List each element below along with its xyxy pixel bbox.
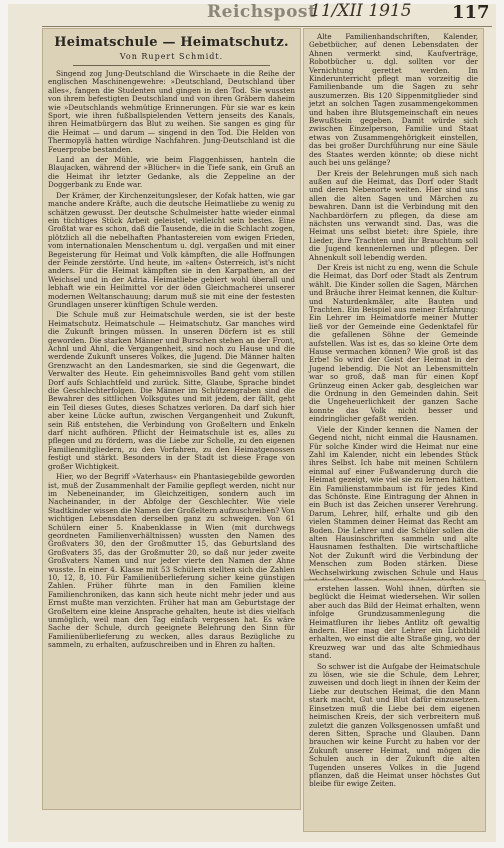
article-clipping-left [42, 28, 301, 810]
paragraph: Der Kreis ist nicht zu eng, wenn die Schule die Heimat, das Dorf oder Stadt als Zentrum wählt. Die Kinder sollen die Sagen, Märchen und Bräuche ihrer Heimat kennen, die Kultur- und Naturdenkmäler, alte Bauten und Trachten. Ein Beispiel aus meiner Erfahrung: Ein Lehrer im Heimatdorfe meiner Mutter ließ vor der Gemeinde eine Gedenktafel für die gefallenen Söhne der Gemeinde aufstellen. Was ist es, das so kleine Orte dem Hause vermachen können? Wie groß ist das Erbe! So wird der Geist der Heimat in der Jugend lebendig. Die Not an Lebensmitteln war so groß, daß man für einen Kopf Grünzeug einen Acker gab, desgleichen war die Ordnung in den Gemeinden dahin. Seit die Ungeheuerlichkeit der ganzen Sache konnte das Volk nicht besser und eindringlicher gefaßt werden. [309, 262, 478, 424]
newspaper-name: Reichspost [207, 2, 317, 22]
article-clipping-right-bottom [303, 580, 486, 832]
paragraph: Der Kreis der Belehrungen muß sich nach außen auf die Heimat, das Dorf oder Stadt und deren Nebenorte weiten. Hier sind uns allen die alten Sagen und Märchen zu bewahren. Dann ist die Verbindung mit den Nachbardörfern zu pflegen, da diese am nächsten uns verwandt sind. Das, was die Heimat uns selbst bietet: ihre Spiele, ihre Lieder, ihre Trachten und ihr Brauchtum soll die Jugend kennenlernen und pflegen. Der Ahnenkult soll lebendig werden. [309, 168, 478, 262]
paragraph: So schwer ist die Aufgabe der Heimatschule zu lösen, wie sie die Schule, dem Lehrer, zuweisen und doch liegt in ihnen der Keim der Liebe zur deutschen Heimat, die den Mann stark macht, Gut und Blut dafür einzusetzen. Einsetzen muß die Liebe bei dem eigenen heimischen Kreis, der sich verbreitern muß zuletzt die ganzen Volksgenossen umfaßt und deren Sitten, Sprache und Glauben. Dann brauchen wir keine Furcht zu haben vor der Zukunft unserer Heimat, und mögen die Schulen auch in der Zukunft die alten Tugenden unseres Volkes in die Jugend pflanzen, daß die Heimat unser höchstes Gut bleibe für ewige Zeiten. [309, 661, 480, 789]
paragraph: Hier, wo der Begriff »Vaterhaus« ein Phantasiegebilde geworden ist, muß der Zusammenhalt der Familie gepflegt werden, nicht nur im Nebeneinander, im Gleichzeitigen, sondern auch im Nacheinander, in der Abfolge der Geschlechter. Wie viele Stadtkinder wissen die Namen der Großeltern aufzuschreiben? Von wichtigen Lebensdaten derselben ganz zu schweigen. Von 61 Schülern einer 5. Knabenklasse in Wien (mit durchwegs geordneten Familienverhältnissen) wussten den Namen des Großvaters 30, den der Großmutter 15, das Geburtsland des Großvaters 35, das der Großmutter 20, so daß nur jeder zweite Großvaters Namen und nur jeder vierte den Namen der Ahne wusste. In einer 4. Klasse mit 53 Schülern stellten sich die Zahlen 10, 12, 8, 10. Für Familienüberlieferung sicher keine günstigen Zahlen. Früher führte man in den Familien kleine Familienchroniken, das kann sich heute nicht mehr jeder und aus Ernst mußte man verzichten. Früher hat man am Geburtstage der Großeltern eine kleine Ansprache gehalten, heute ist dies vielfach unmöglich, weil man den Tag einfach vergessen hat. Es wäre Sache der Schule, durch geeignete Belehrung den Sinn für Familienüberlieferung zu wecken, alles daraus Bezügliche zu sammeln, zu erhalten, aufzuschreiben und in Ehren zu halten. [48, 472, 295, 650]
page-number: 117 [452, 2, 490, 23]
paragraph: Land an der Mühle, wie beim Flaggenhissen, hanteln die Blaujacken, während der »Blücher« in die Tiefe sank, ein Gruß an die Heimat ihr letzter Gedanke, als die Zeppeline an der Doggerbank zu Ende war. [48, 155, 295, 190]
right-top-column [304, 29, 483, 585]
article-byline: Von Rupert Schmidt. [119, 52, 224, 61]
paragraph: Alte Familienhandschriften, Kalender, Gebetbücher, auf denen Lebensdaten der Ahnen vermerkt sind, Kaufverträge, Robotbücher u. dgl. sollten vor der Vernichtung gerettet werden. Im Kinderunterricht pflegt man vorzeitig die Familienbande um die Sagen zu sehr auszumerzen. Bis 120 Sippenmitglieder sind jetzt an solchen Tagen zusammengekommen und haben ihre Blutsgemeinschaft ein neues Bewußtsein gegeben. Damit würde sich zwischen Einzelperson, Familie und Staat etwas von Zusammengehörigkeit einstellen, das bei großer Durchführung nur eine Säule des Staates werden könnte; ob diese nicht auch bei uns gelänge? [309, 32, 478, 168]
masthead [42, 0, 492, 27]
paragraph: erstehen lassen. Wohl ihnen, dürften sie beglückt die Heimat wiedersehen. Wir sollen aber auch das Bild der Heimat erhalten, wenn infolge Grundzusammenlegung die Heimatfluren ihr liebes Antlitz oft gewaltig ändern. Hier mag der Lehrer ein Lichtbild erhalten, wo einst die alte Straße ging, wo der Kreuzweg war und das alte Schmiedhaus stand. [309, 584, 480, 661]
title-rule [73, 65, 270, 66]
article-clipping-right-top [303, 28, 484, 580]
handwritten-date: 11/XII 1915 [310, 1, 412, 21]
article-title: Heimatschule — Heimatschutz. [54, 35, 289, 50]
left-column [43, 70, 300, 650]
paragraph: Viele der Kinder kennen die Namen der Gegend nicht, nicht einmal die Hausnamen. Für solche Kinder wird die Heimat nur eine Zahl im Kalender, nicht ein lebendes Stück ihres Selbst. Ich habe mit meinen Schülern einmal auf einer Fußwanderung durch die Heimat gezeigt, wie viel sie zu lernen hätten. Ein Familienstammbaum ist für jedes Kind das Schönste. Eine Eintragung der Ahnen in ein Buch ist das Zeichen unserer Verehrung. Darum, Lehrer, hilf, erhalte und gib den vielen Stammen deiner Heimat das Recht am Boden. Die Lehrer und die Schüler sollen die alten Hausinschriften sammeln und alte Hausnamen festhalten. Die wirtschaftliche Not der Zukunft wird die Verbindung der Menschen zum Boden stärken. Diese Wechselwirkung zwischen Schule und Haus [309, 424, 478, 577]
right-bottom-column [304, 581, 485, 789]
paragraph: Singend zog Jung-Deutschland die Wirschaete in die Reihe der englischen Maschinengewehre: »Deutschland, Deutschland über alles«, fangen die Studenten und gingen in den Tod. Sie wussten von ihrem befestigten Deutschland und von ihren Gräbern daheim wie »Deutschlands wehmütige Erinnerungen. Für sie war es kein Sport, wie ihren fußballspielenden Vettern jenseits des Kanals, ihren Heimatbürgern das Blut zu weihen. Sie sangen es ging für die Heimat — und darum — singend in den Tod. Die Helden von Thermopylä hatten würdige Nachfahren. Jung-Deutschland ist die Feuerprobe bestanden. [48, 69, 295, 154]
paragraph: Die Schule muß zur Heimatschule werden, sie ist der beste Heimatschutz. Heimatschule — Heimatschutz. Gar manches wird die Zukunft bringen müssen. In unseren Dörfern ist es still geworden. Die starken Männer und Burschen stehen an der Front, Achnl und Ahnl, die Vergangenheit, sind noch zu Hause und die werdende Zukunft unseres Volkes, die Jugend. Die Männer halten Grenzwacht an den Landesmarken, sie sind die Gegenwart, die Verwalter des Heute. Ein geheimnisvolles Band geht vom stillen Dorf aufs Schlachtfeld und zurück. Sitte, Glaube, Sprache bindet die Geschlechterfolgen. Die Männer im Schützengraben sind die Bewahrer des sittlichen Volksgutes und mit jedem, der fällt, geht ein Teil dieses Gutes, dieses Schatzes verloren. Da darf sich hier aber keine Lücke auftun, zwischen Vergangenheit und Zukunft, sein Riß entstehen, die Verbindung von Großeltern und Enkeln darf nicht aufhören. Pflicht der Heimatschule ist es, alles zu pflegen und zu fördern, was die Liebe zur Scholle, zu den eigenen Familienmitgliedern, zu den Vorfahren, zu den Heimatgenossen festigt und stärkt. Besonders in der Stadt ist diese Frage von großer Wichtigkeit. [48, 310, 295, 471]
paragraph: Der Krämer, der Kirchenzeitungsleser, der Kofak hatten, wie gar manche andere Kräfte, auch die deutsche Heimatliebe zu wenig zu schätzen gewusst. Der deutsche Schulmeister hatte wieder einmal ein tüchtiges Stück Arbeit geleistet, vielleicht sein bestes. Eine Großtat war es schon, daß die Tausende, die in die Schlacht zogen, plötzlich all die nebelhaften Phantastereien vom ewigen Frieden, vom internationalen Menschentum u. dgl. vergaßen und mit einer Begeisterung für Heimat und Volk kämpften, die alle Hoffnungen der Feinde zerstörte. Und heute, im »alten« Österreich, ist's nicht anders. Für die Heimat kämpften sie in den Karpathen, an der Weichsel und in der Adria. Heimatliebe gebiert wohl überall und lebhaft wie ein Heilmittel vor der öden Gleichmacherei unserer modernen Weltanschauung; darum muß sie mit eine der festesten Grundlagen unserer künftigen Schule werden. [48, 190, 295, 309]
